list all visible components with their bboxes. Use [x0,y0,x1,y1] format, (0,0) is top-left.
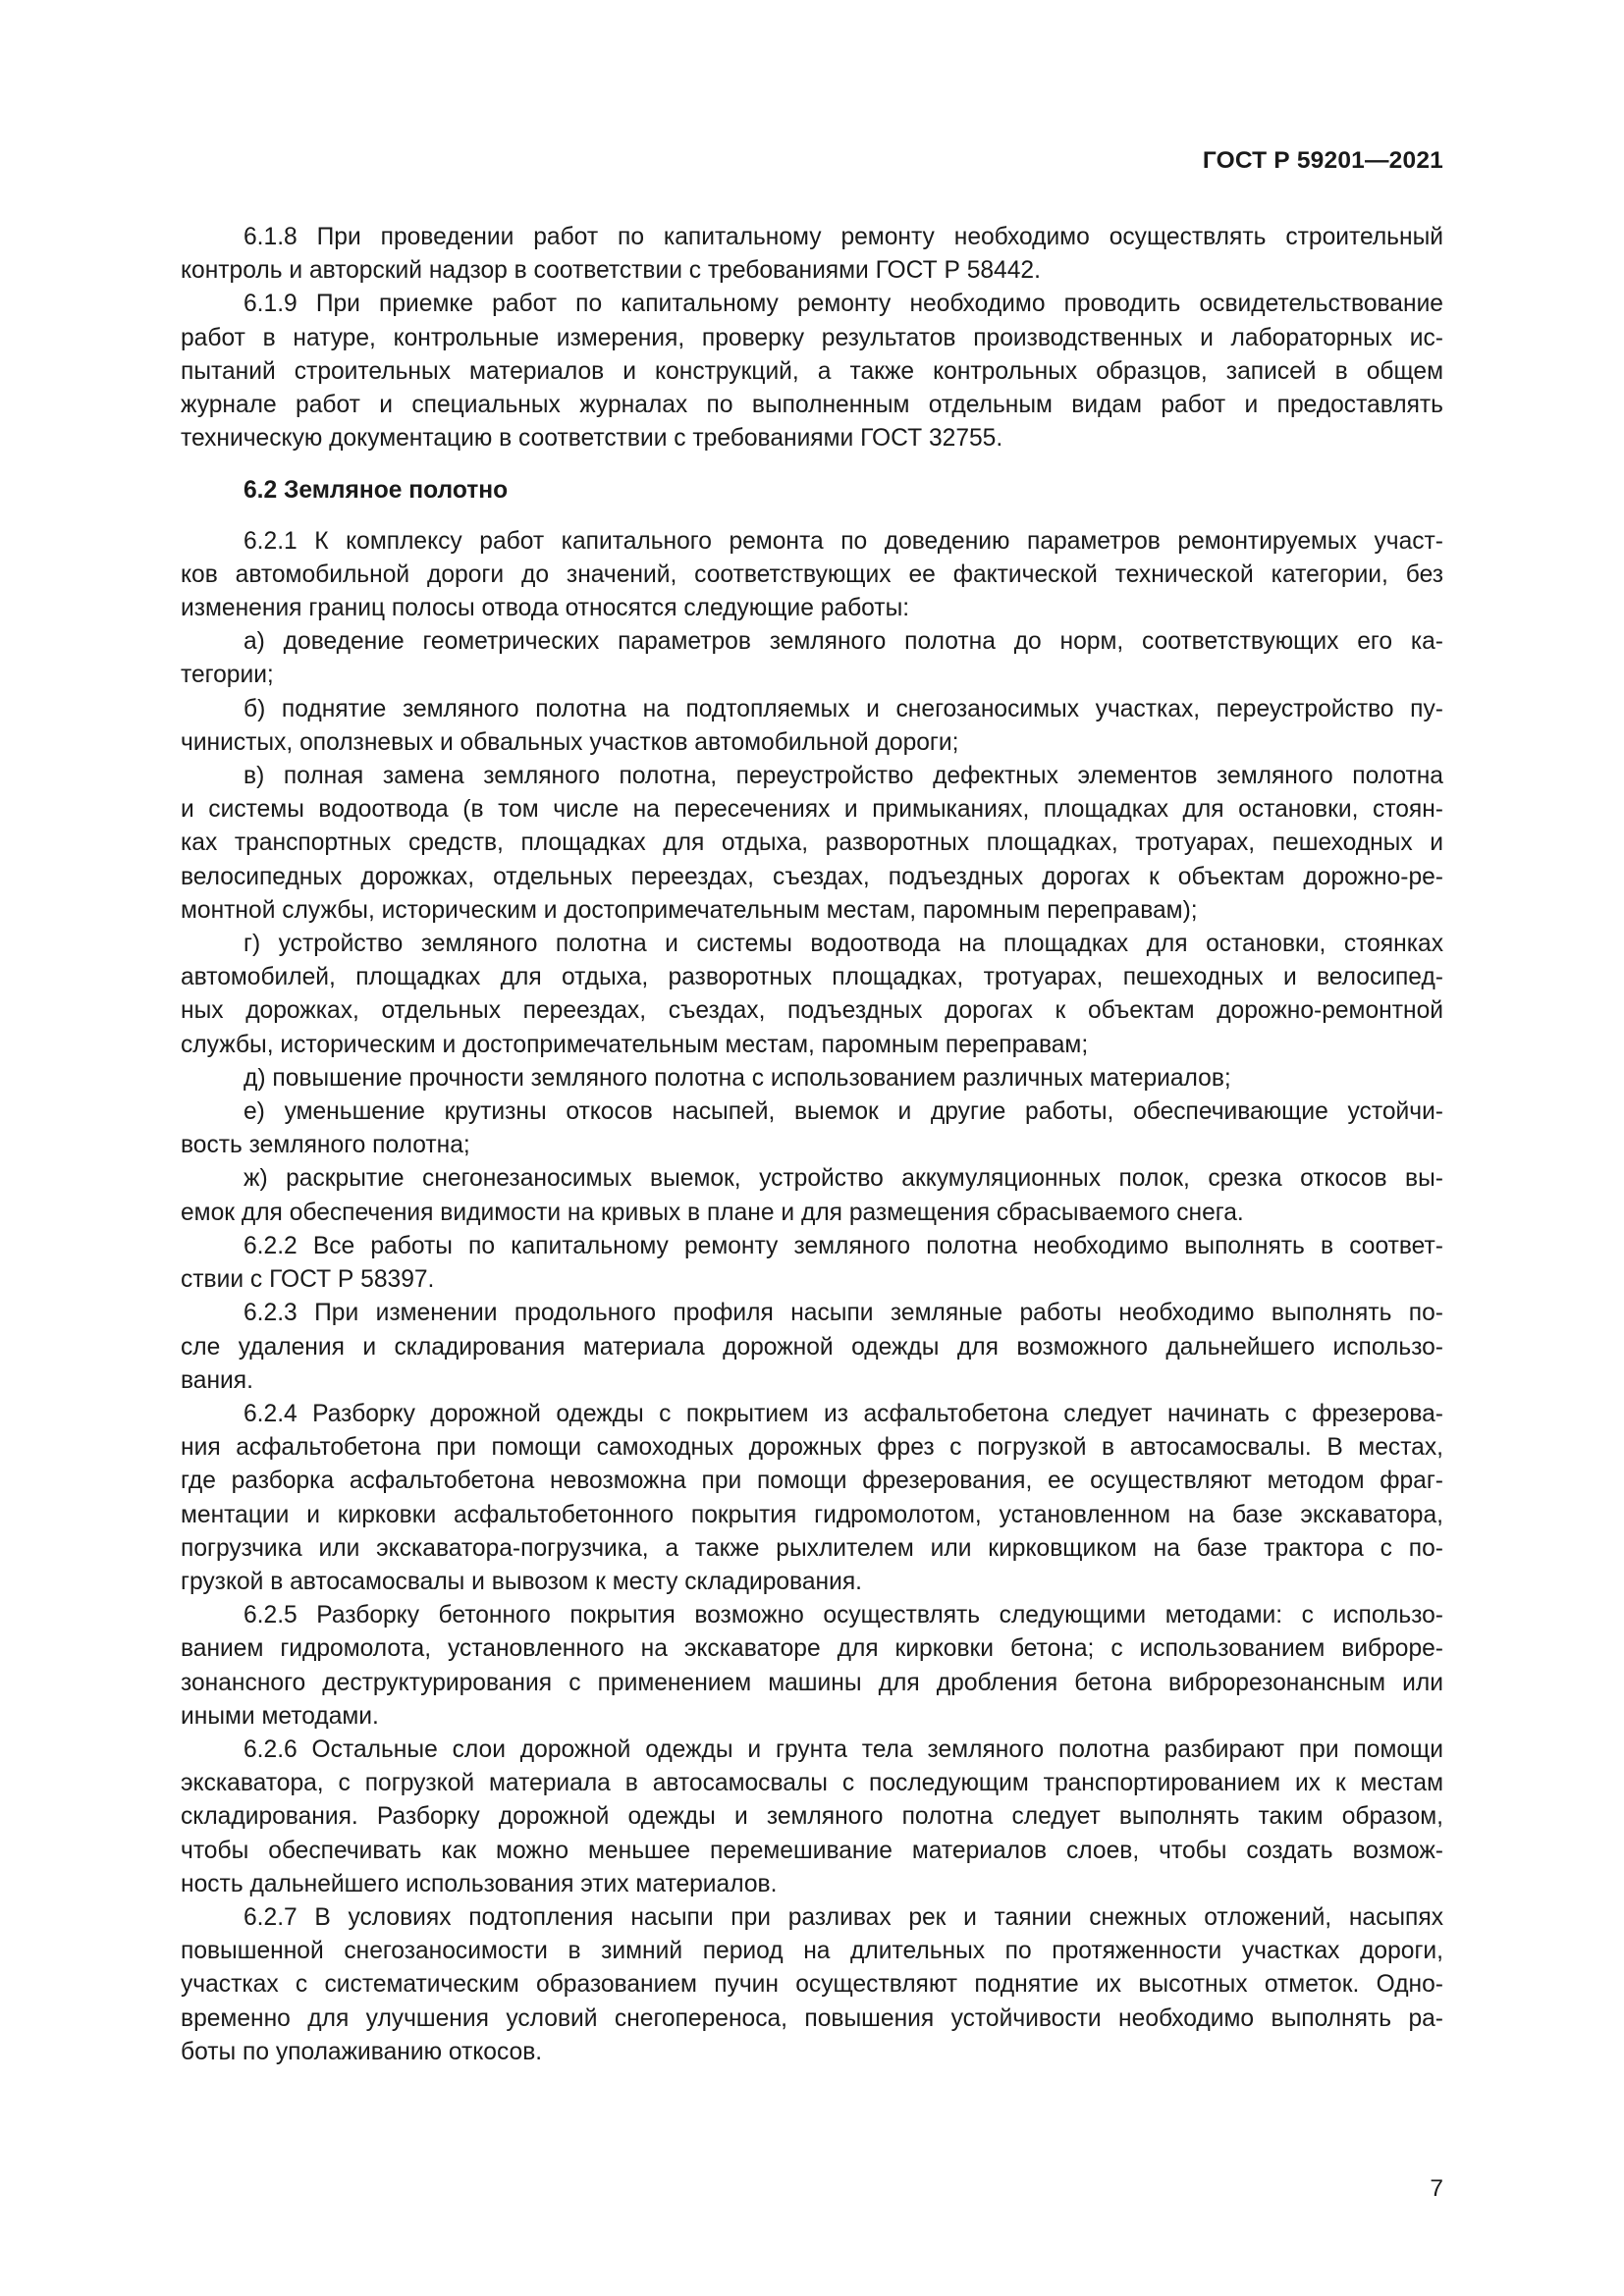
text-line: службы, историческим и достопримечательным местам, паромным переправам; [181,1031,1089,1058]
text-line: д) повышение прочности земляного полотна с использованием различных материалов; [244,1064,1231,1092]
paragraph [181,1095,1443,1162]
text-line: зонансного деструктурирования с применением машины для дробления бетона виброрезонансным или [181,1669,1443,1696]
text-line: чтобы обеспечивать как можно меньшее перемешивание материалов слоев, чтобы создать возмож- [181,1837,1443,1864]
section-heading [181,474,1443,507]
text-line: участках с систематическим образованием пучин осуществляют поднятие их высотных отметок. Одно- [181,1971,1443,1999]
text-line: техническую документацию в соответствии с требованиями ГОСТ 32755. [181,425,1003,453]
text-line: работ в натуре, контрольные измерения, проверку результатов производственных и лабораторных ис- [181,324,1443,351]
text-line: 6.2.2 Все работы по капитальному ремонту земляного полотна необходимо выполнять в соответ- [244,1232,1443,1259]
text-line: ках транспортных средств, площадках для отдыха, разворотных площадках, тротуарах, пешеходных и [181,829,1443,857]
text-line: г) устройство земляного полотна и системы водоотвода на площадках для остановки, стоянках [244,931,1443,958]
paragraph [181,693,1443,760]
text-line: изменения границ полосы отвода относятся следующие работы: [181,595,910,622]
text-line: ментации и кирковки асфальтобетонного покрытия гидромолотом, установленном на базе экскаватора, [181,1501,1443,1528]
text-line: монтной службы, историческим и достопримечательным местам, паромным переправам); [181,896,1198,924]
text-line: погрузчика или экскаватора-погрузчика, а также рыхлителем или кирковщиком на базе трактора с по- [181,1534,1443,1562]
text-line: ствии с ГОСТ Р 58397. [181,1266,435,1294]
text-line: грузкой в автосамосвалы и вывозом к месту складирования. [181,1568,862,1595]
text-line: 6.1.8 При проведении работ по капитальному ремонту необходимо осуществлять строительный [244,224,1443,250]
text-line: 6.2.5 Разборку бетонного покрытия возможно осуществлять следующими методами: с использо- [244,1602,1443,1629]
text-line: 6.2.3 При изменении продольного профиля насыпи земляные работы необходимо выполнять по- [244,1300,1443,1327]
paragraph [181,928,1443,1062]
text-line: велосипедных дорожках, отдельных переездах, съездах, подъездных дорогах к объектам дорожно-ре- [181,863,1443,890]
text-line: ния асфальтобетона при помощи самоходных дорожных фрез с погрузкой в автосамосвалы. В местах, [181,1434,1443,1462]
text-line: 6.2.6 Остальные слои дорожной одежды и грунта тела земляного полотна разбирают при помощи [244,1735,1443,1763]
paragraph [181,760,1443,928]
text-line: временно для улучшения условий снегопереноса, повышения устойчивости необходимо выполнять ра- [181,2004,1443,2032]
paragraph [181,1062,1443,1095]
paragraph [181,1297,1443,1398]
text-line: емок для обеспечения видимости на кривых в плане и для размещения сбрасываемого снега. [181,1199,1244,1226]
text-line: боты по уполаживанию откосов. [181,2038,543,2065]
text-line: 6.2.1 К комплексу работ капитального ремонта по доведению параметров ремонтируемых участ- [244,527,1443,555]
document-body [181,221,1443,2069]
document-code: ГОСТ Р 59201—2021 [1202,147,1443,174]
text-line: иными методами. [181,1702,379,1730]
text-line: ванием гидромолота, установленного на экскаваторе для кирковки бетона; с использованием виброре- [181,1635,1443,1663]
text-line: б) поднятие земляного полотна на подтопляемых и снегозаносимых участках, переустройство пу- [244,695,1443,722]
paragraph [181,288,1443,455]
text-line: где разборка асфальтобетона невозможна при помощи фрезерования, ее осуществляют методом фраг- [181,1468,1443,1495]
intro-paragraphs [181,221,1443,455]
text-line: 6.1.9 При приемке работ по капитальному ремонту необходимо проводить освидетельствование [244,291,1443,318]
text-line: тегории; [181,662,274,689]
text-line: а) доведение геометрических параметров земляного полотна до норм, соответствующих его ка- [244,628,1443,656]
text-line: автомобилей, площадках для отдыха, разворотных площадках, тротуарах, пешеходных и велосипед- [181,964,1443,991]
section-paragraphs [181,525,1443,2069]
paragraph [181,1734,1443,1901]
text-line: 6.2.7 В условиях подтопления насыпи при разливах рек и таянии снежных отложений, насыпях [244,1903,1443,1931]
paragraph [181,1230,1443,1297]
text-line: в) полная замена земляного полотна, переустройство дефектных элементов земляного полотна [244,763,1443,790]
text-line: чинистых, оползневых и обвальных участков автомобильной дороги; [181,728,959,756]
section-heading-text: 6.2 Земляное полотно [243,477,509,505]
text-line: журнале работ и специальных журналах по выполненным отдельным видам работ и предоставлять [181,392,1443,419]
paragraph [181,1901,1443,2069]
paragraph [181,221,1443,288]
paragraph [181,525,1443,626]
text-line: контроль и авторский надзор в соответствии с требованиями ГОСТ Р 58442. [181,257,1041,285]
text-line: вость земляного полотна; [181,1132,470,1159]
text-line: ность дальнейшего использования этих материалов. [181,1870,778,1897]
text-line: и системы водоотвода (в том числе на пересечениях и примыканиях, площадках для остановки, стоян- [181,796,1443,824]
paragraph [181,1162,1443,1229]
paragraph [181,625,1443,692]
text-line: складирования. Разборку дорожной одежды и земляного полотна следует выполнять таким образом, [181,1803,1443,1831]
text-line: е) уменьшение крутизны откосов насыпей, выемок и другие работы, обеспечивающие устойчи- [244,1098,1443,1126]
paragraph [181,1599,1443,1734]
text-line: ков автомобильной дороги до значений, соответствующих ее фактической технической категории, без [181,561,1443,588]
text-line: вания. [181,1366,253,1394]
paragraph [181,1398,1443,1599]
text-line: повышенной снегозаносимости в зимний период на длительных по протяженности участках дороги, [181,1938,1443,1965]
text-line: пытаний строительных материалов и конструкций, а также контрольных образцов, записей в общем [181,357,1443,385]
text-line: 6.2.4 Разборку дорожной одежды с покрытием из асфальтобетона следует начинать с фрезерова- [244,1400,1443,1427]
text-line: экскаватора, с погрузкой материала в автосамосвалы с последующим транспортированием их к местам [181,1770,1443,1797]
text-line: сле удаления и складирования материала дорожной одежды для возможного дальнейшего использо- [181,1333,1443,1361]
text-line: ных дорожках, отдельных переездах, съездах, подъездных дорогах к объектам дорожно-ремонтной [181,997,1443,1025]
page-number: 7 [1430,2175,1443,2202]
text-line: ж) раскрытие снегонезаносимых выемок, устройство аккумуляционных полок, срезка откосов вы- [244,1165,1443,1193]
